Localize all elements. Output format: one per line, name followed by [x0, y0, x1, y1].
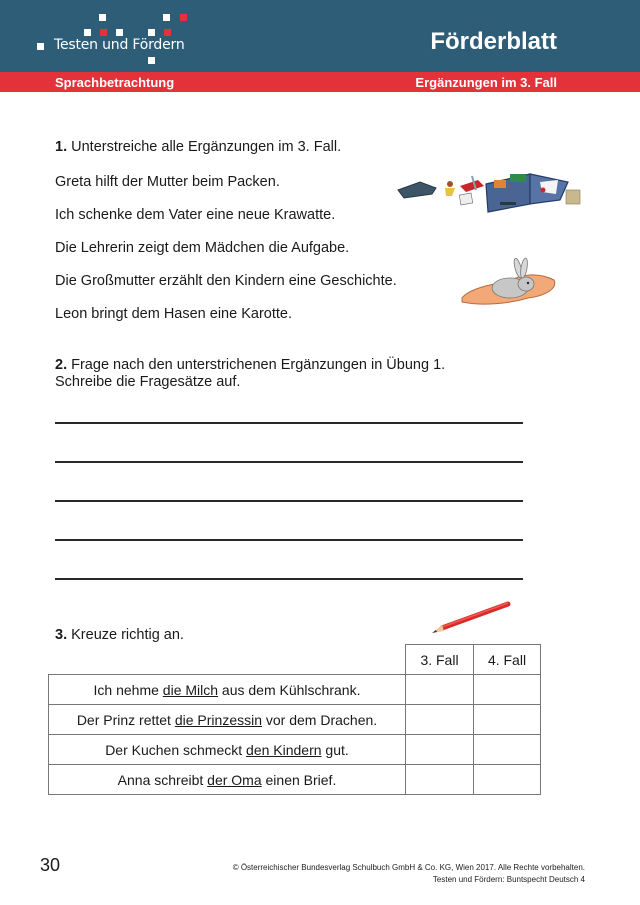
table-row	[49, 675, 541, 705]
writing-line[interactable]	[55, 461, 523, 463]
exercise3-number: 3.	[55, 627, 68, 643]
checkbox-4-fall[interactable]	[474, 705, 541, 735]
pencil-icon	[428, 598, 514, 638]
exercise1-sentence: Leon bringt dem Hasen eine Karotte.	[55, 306, 292, 322]
checkbox-3-fall[interactable]	[406, 735, 474, 765]
exercise2-instruction: 2. Frage nach den unterstrichenen Ergänzungen in Übung 1. Schreibe die Fragesätze auf.	[55, 357, 446, 390]
sentence-cell: Der Prinz rettet die Prinzessin vor dem Drachen.	[49, 705, 406, 735]
page-number: 30	[40, 855, 61, 875]
writing-line[interactable]	[55, 578, 523, 580]
writing-line[interactable]	[55, 500, 523, 502]
exercise1-sentence: Die Großmutter erzählt den Kindern eine Geschichte.	[55, 273, 397, 289]
checkbox-4-fall[interactable]	[474, 735, 541, 765]
checkbox-3-fall[interactable]	[406, 765, 474, 795]
checkbox-3-fall[interactable]	[406, 705, 474, 735]
rabbit-in-hand-illustration-icon	[458, 254, 568, 310]
sentence-cell: Der Kuchen schmeckt den Kindern gut.	[49, 735, 406, 765]
checkbox-4-fall[interactable]	[474, 765, 541, 795]
sentence-cell: Anna schreibt der Oma einen Brief.	[49, 765, 406, 795]
exercise1-sentence: Greta hilft der Mutter beim Packen.	[55, 174, 280, 190]
table-row	[49, 735, 541, 765]
checkbox-3-fall[interactable]	[406, 675, 474, 705]
writing-line[interactable]	[55, 422, 523, 424]
book-title: Testen und Fördern: Buntspecht Deutsch 4	[432, 875, 585, 884]
underlined-object: den Kindern	[246, 741, 322, 758]
logo-text: Testen und Fördern	[54, 37, 185, 53]
exercise1-sentence: Die Lehrerin zeigt dem Mädchen die Aufgabe.	[55, 240, 350, 256]
column-header-3-fall: 3. Fall	[406, 645, 474, 675]
exercise2-number: 2.	[55, 357, 68, 373]
page-title: Förderblatt	[430, 28, 557, 55]
table-header-row	[49, 645, 541, 675]
underlined-object: die Prinzessin	[174, 711, 262, 728]
checkbox-4-fall[interactable]	[474, 675, 541, 705]
table-row	[49, 765, 541, 795]
sentence-cell: Ich nehme die Milch aus dem Kühlschrank.	[49, 675, 406, 705]
table-row	[49, 705, 541, 735]
underlined-object: die Milch	[162, 681, 219, 698]
exercise3-instruction: 3. Kreuze richtig an.	[55, 627, 184, 643]
exercise1-sentence: Ich schenke dem Vater eine neue Krawatte.	[55, 207, 336, 223]
topic-label: Ergänzungen im 3. Fall	[415, 75, 557, 90]
exercise3-table	[48, 644, 541, 795]
writing-line[interactable]	[55, 539, 523, 541]
exercise1-number: 1.	[55, 139, 68, 155]
suitcase-illustration-icon	[390, 160, 590, 220]
copyright-notice: © Österreichischer Bundesverlag Schulbuch GmbH & Co. KG, Wien 2017. Alle Rechte vorbehalten. Testen und Fördern: Buntspecht Deutsch 4	[232, 863, 585, 884]
exercise1-instruction: 1. Unterstreiche alle Ergänzungen im 3. Fall.	[55, 139, 342, 155]
underlined-object: der Oma	[207, 771, 262, 788]
column-header-4-fall: 4. Fall	[474, 645, 541, 675]
category-label: Sprachbetrachtung	[55, 75, 175, 90]
